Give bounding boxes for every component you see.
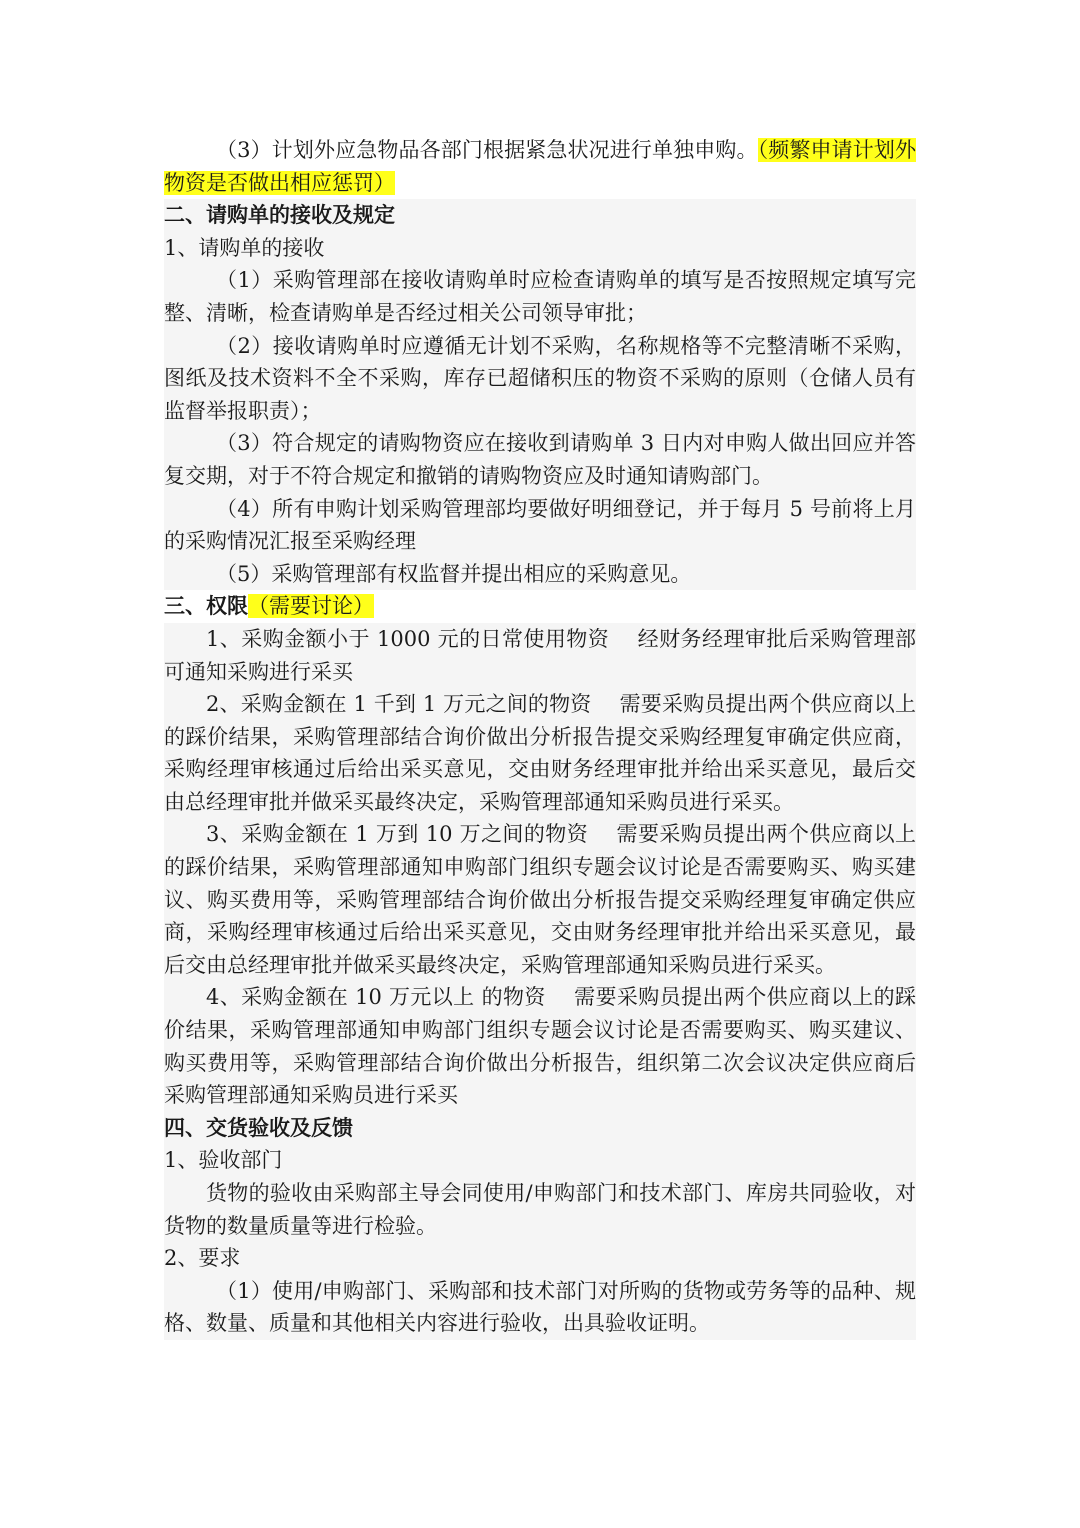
requisition-item-5: （5）采购管理部有权监督并提出相应的采购意见。 — [164, 558, 916, 591]
authority-procedure: 需要采购员提出两个供应商以上的踩价结果，采购管理部通知申购部门组织专题会议讨论是否需要购买、购买建议、购买费用等，采购管理部结合询价做出分析报告，组织第二次会议决定供应商后采购管理部通知采购员进行采买 — [164, 985, 916, 1108]
paragraph-emergency-purchase — [164, 134, 916, 199]
authority-condition: 2、采购金额在 1 千到 1 万元之间的物资 — [206, 692, 592, 717]
paragraph-text: （3）计划外应急物品各部门根据紧急状况进行单独申购。 — [216, 138, 758, 162]
acceptance-dept-text: 货物的验收由采购部主导会同使用/申购部门和技术部门、库房共同验收，对货物的数量质量等进行检验。 — [164, 1177, 916, 1242]
requisition-item-2: （2）接收请购单时应遵循无计划不采购，名称规格等不完整清晰不采购，图纸及技术资料不全不采购，库存已超储积压的物资不采购的原则（仓储人员有监督举报职责）； — [164, 330, 916, 428]
subheading-requisition-receipt: 1、请购单的接收 — [164, 232, 916, 265]
authority-procedure: 经财务经理审批后采购管理部可通知采购进行采买 — [164, 626, 917, 684]
section-heading-requisition: 二、请购单的接收及规定 — [164, 199, 916, 232]
authority-condition: 1、采购金额小于 1000 元的日常使用物资 — [206, 626, 610, 651]
requisition-item-4: （4）所有申购计划采购管理部均要做好明细登记，并于每月 5 号前将上月的采购情况汇报至采购经理 — [164, 493, 916, 558]
authority-condition: 4、采购金额在 10 万元以上 的物资 — [206, 985, 546, 1010]
authority-condition: 3、采购金额在 1 万到 10 万之间的物资 — [206, 822, 589, 847]
authority-item-1 — [164, 623, 916, 688]
highlighted-comment: （频繁申请计划外物资是否做出相应惩罚） — [164, 138, 917, 195]
requisition-item-3: （3）符合规定的请购物资应在接收到请购单 3 日内对申购人做出回应并答复交期，对于不符合规定和撤销的请购物资应及时通知请购部门。 — [164, 427, 916, 492]
authority-item-2 — [164, 688, 916, 818]
subheading-requirements: 2、要求 — [164, 1242, 916, 1275]
authority-item-4 — [164, 981, 916, 1111]
requisition-item-1: （1）采购管理部在接收请购单时应检查请购单的填写是否按照规定填写完整、清晰，检查请购单是否经过相关公司领导审批； — [164, 264, 916, 329]
highlighted-comment: （需要讨论） — [248, 594, 374, 619]
section-heading-authority — [164, 590, 916, 623]
document-body — [164, 134, 916, 1340]
subheading-acceptance-dept: 1、验收部门 — [164, 1144, 916, 1177]
authority-procedure: 需要采购员提出两个供应商以上的踩价结果，采购管理部结合询价做出分析报告提交采购经理复审确定供应商，采购经理审核通过后给出采买意见，交由财务经理审批并给出采买意见，最后交由总经理审批并做采买最终决定，采购管理部通知采购员进行采买。 — [164, 692, 916, 814]
authority-procedure: 需要采购员提出两个供应商以上的踩价结果，采购管理部通知申购部门组织专题会议讨论是否需要购买、购买建议、购买费用等，采购管理部结合询价做出分析报告提交采购经理复审确定供应商，采购经理审核通过后给出采买意见，交由财务经理审批并给出采买意见，最后交由总经理审批并做采买最终决定，采购管理部通知采购员进行采买。 — [164, 822, 916, 977]
section-heading-text: 三、权限 — [164, 593, 248, 619]
requirement-item-1: （1）使用/申购部门、采购部和技术部门对所购的货物或劳务等的品种、规格、数量、质量和其他相关内容进行验收，出具验收证明。 — [164, 1275, 916, 1340]
section-heading-acceptance: 四、交货验收及反馈 — [164, 1112, 916, 1145]
authority-item-3 — [164, 818, 916, 981]
